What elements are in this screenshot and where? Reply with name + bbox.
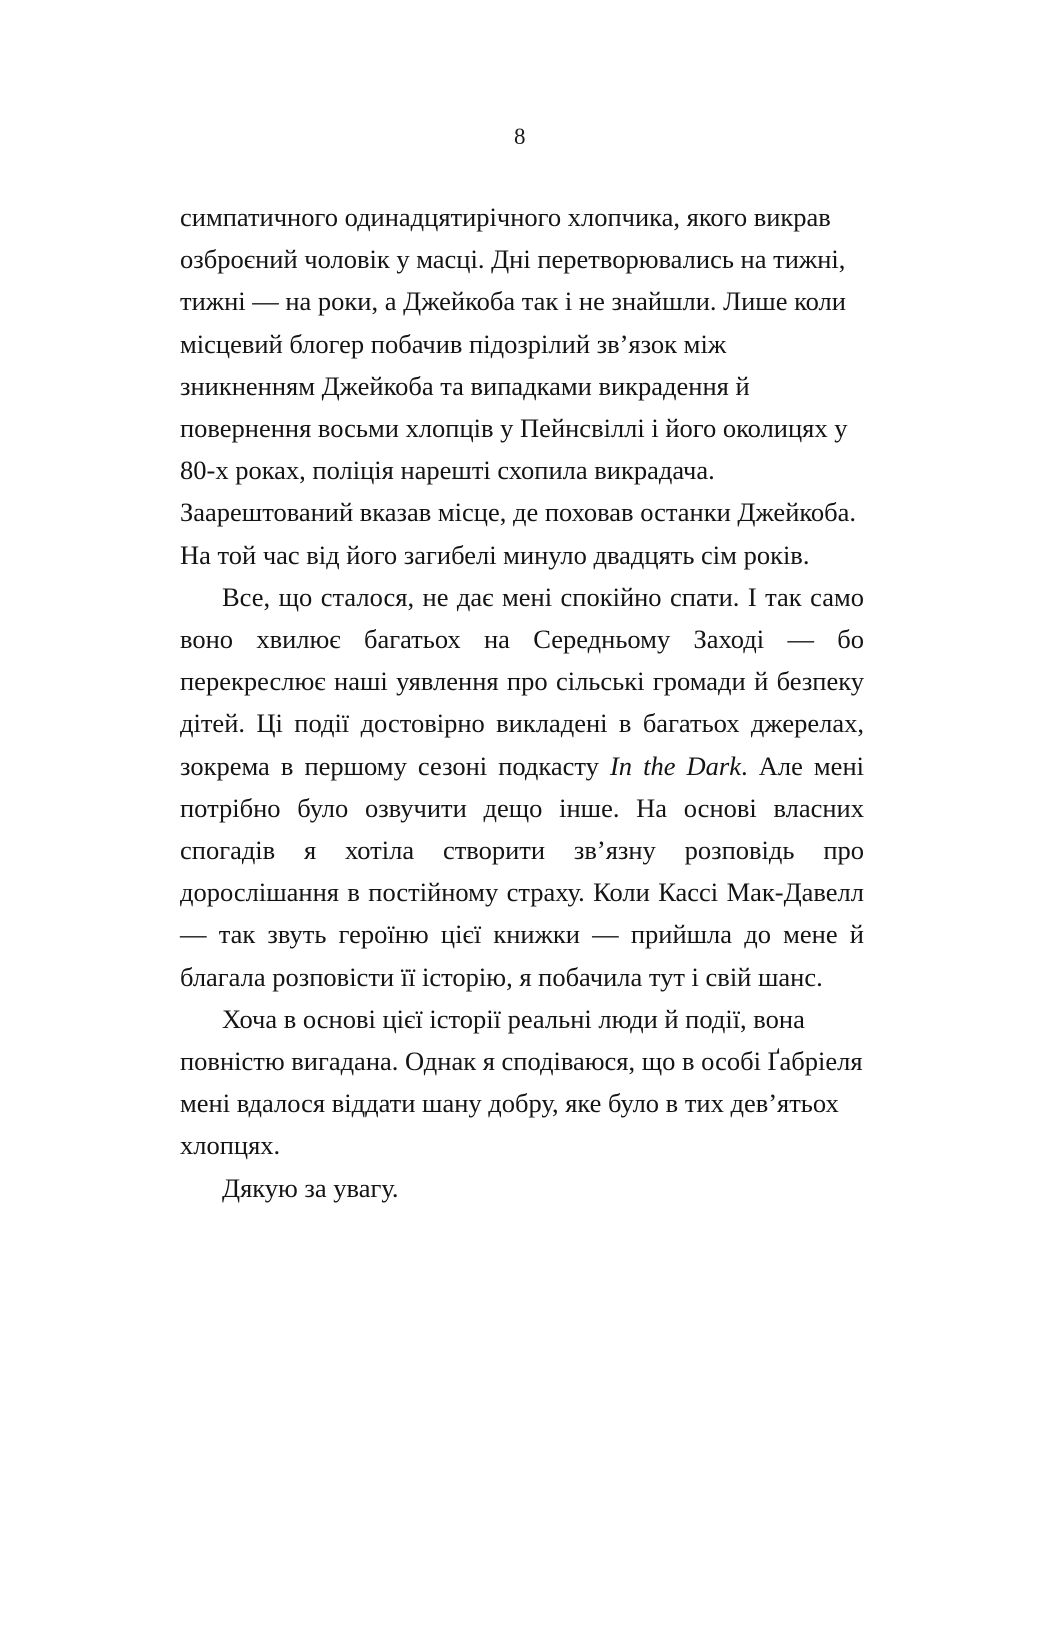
- paragraph-1: симпатичного одинадцятирічного хлопчика, якого викрав озброєний чоловік у масці. Дні перетворювались на тижні, тижні — на роки, а Джейкоба так і не знайшли. Лише коли місцевий блогер побачив підозрілий зв’язок між зникненням Джейкоба та випадками викрадення й повернення восьми хлопців у Пейнсвіллі і його околицях у 80-х роках, поліція нарешті схопила викрадача. Заарештований вказав місце, де поховав останки Джейкоба. На той час від його загибелі минуло двадцять сім років.: [180, 202, 857, 570]
- paragraph-3: Хоча в основі цієї історії реальні люди й події, вона повністю вигадана. Однак я сподіваюся, що в особі Ґабріеля мені вдалося віддати шану добру, яке було в тих дев’ятьох хлопцях.: [180, 1003, 863, 1161]
- italic-title: In the Dark: [609, 750, 742, 781]
- body-text: [180, 196, 864, 1209]
- paragraph-4: Дякую за увагу.: [222, 1172, 399, 1203]
- paragraph-2: Все, що сталося, не дає мені спокійно спати. І так само воно хвилює багатьох на Середньому Заході — бо перекреслює наші уявлення про сільські громади й безпеку дітей. Ці події достовірно викладені в багатьох джерелах, зокрема в першому сезоні подкасту In the Dark. Але мені потрібно було озвучити дещо інше. На основі власних спогадів я хотіла створити зв’язну розповідь про дорослішання в постійному страху. Коли Кассі Мак-Давелл — так звуть героїню цієї книжки — прийшла до мене й благала розповісти її історію, я побачила тут і свій шанс.: [180, 581, 864, 992]
- page-number: 8: [514, 124, 526, 149]
